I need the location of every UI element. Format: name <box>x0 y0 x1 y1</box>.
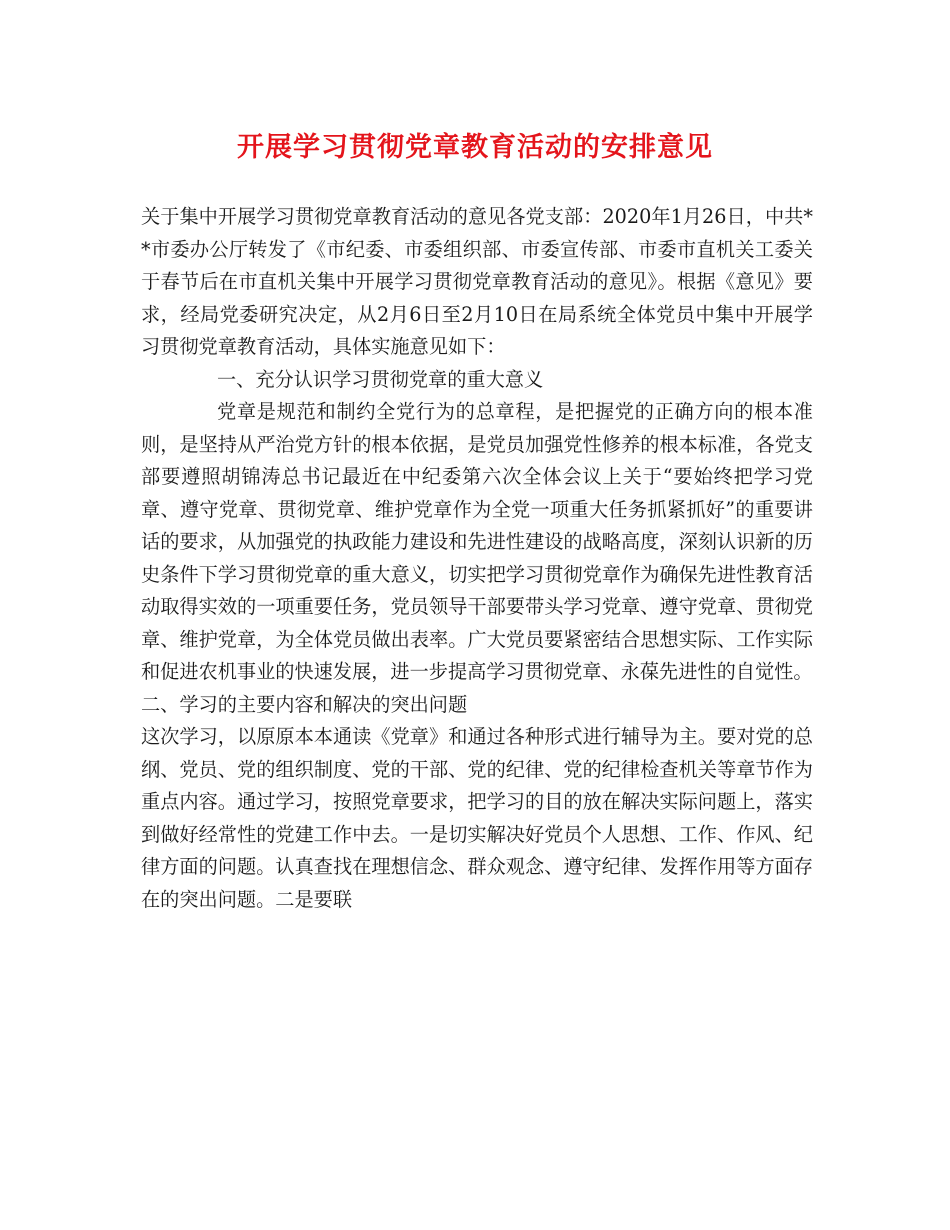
document-body <box>141 201 813 916</box>
document-title: 开展学习贯彻党章教育活动的安排意见 <box>237 132 713 163</box>
section-heading-1: 一、充分认识学习贯彻党章的重大意义 <box>217 367 544 391</box>
section-2-paragraph: 这次学习，以原原本本通读《党章》和通过各种形式进行辅导为主。要对党的总纲、党员、党的组织制度、党的干部、党的纪律、党的纪律检查机关等章节作为重点内容。通过学习，按照党章要求，把学习的目的放在解决实际问题上，落实到做好经常性的党建工作中去。一是切实解决好党员个人思想、工作、作风、纪律方面的问题。认真查找在理想信念、群众观念、遵守纪律、发挥作用等方面存在的突出问题。二是要联 <box>141 725 813 911</box>
section-1-paragraph: 党章是规范和制约全党行为的总章程，是把握党的正确方向的根本准则，是坚持从严治党方针的根本依据，是党员加强党性修养的根本标准，各党支部要遵照胡锦涛总书记最近在中纪委第六次全体会议上关于“要始终把学习党章、遵守党章、贯彻党章、维护党章作为全党一项重大任务抓紧抓好”的重要讲话的要求，从加强党的执政能力建设和先进性建设的战略高度，深刻认识新的历史条件下学习贯彻党章的重大意义，切实把学习贯彻党章作为确保先进性教育活动取得实效的一项重要任务，党员领导干部要带头学习党章、遵守党章、贯彻党章、维护党章，为全体党员做出表率。广大党员要紧密结合思想实际、工作实际和促进农机事业的快速发展，进一步提高学习贯彻党章、永葆先进性的自觉性。 <box>141 400 813 683</box>
intro-paragraph: 关于集中开展学习贯彻党章教育活动的意见各党支部：2020年1月26日，中共**市委办公厅转发了《市纪委、市委组织部、市委宣传部、市委市直机关工委关于春节后在市直机关集中开展学习贯彻党章教育活动的意见》。根据《意见》要求，经局党委研究决定，从2月6日至2月10日在局系统全体党员中集中开展学习贯彻党章教育活动，具体实施意见如下： <box>141 205 813 358</box>
section-heading-2: 二、学习的主要内容和解决的突出问题 <box>141 692 468 716</box>
